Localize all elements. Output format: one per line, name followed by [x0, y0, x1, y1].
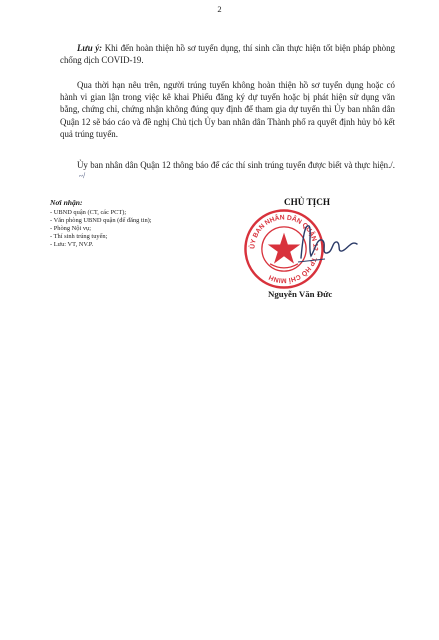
initial-mark-icon: ~/ — [77, 170, 87, 182]
seal-text: ỦY BAN NHÂN DÂN QUẬN 12 - TP HỒ CHÍ MINH — [249, 214, 319, 284]
note-label: Lưu ý: — [77, 43, 103, 53]
signer-name: Nguyễn Văn Đức — [268, 289, 333, 299]
recipients-list — [50, 209, 250, 249]
recipients-title: Nơi nhận: — [50, 198, 83, 207]
notification-text: Ủy ban nhân dân Quận 12 thông báo để các thí sinh trúng tuyển được biết và thực hiện./. — [77, 160, 395, 170]
recipient-item: - Thí sinh trúng tuyển; — [50, 233, 108, 241]
hiring-conditions-paragraph: Qua thời hạn nêu trên, người trúng tuyển không hoàn thiện hồ sơ tuyển dụng hoặc có hành vi gian lận trong việc kê khai Phiếu đăng ký dự tuyển hoặc bị phát hiện sử dụng văn bằng, chứng chỉ, chứng nhận không đúng quy định để tham gia dự tuyển thì Ủy ban nhân dân Quận 12 sẽ báo cáo và đề nghị Chủ tịch Ủy ban nhân dân Thành phố ra quyết định hủy bỏ kết quả trúng tuyển. — [60, 80, 395, 139]
recipient-item: - Lưu: VT, NV.P. — [50, 241, 94, 249]
recipients-block — [50, 199, 250, 250]
page-number: 2 — [217, 4, 222, 14]
signer-title: CHỦ TỊCH — [284, 197, 331, 207]
notification-paragraph — [60, 159, 395, 184]
recipient-item: - UBND quận (CT, các PCT); — [50, 209, 127, 217]
note-paragraph — [60, 42, 395, 66]
note-text: Khi đến hoàn thiện hồ sơ tuyển dụng, thí sinh cần thực hiện tốt biện pháp phòng chống dịch COVID-19. — [60, 43, 395, 66]
handwritten-signature-icon — [295, 218, 365, 268]
recipient-item: - Phòng Nội vụ; — [50, 225, 92, 233]
recipient-item: - Văn phòng UBND quận (để đăng tin); — [50, 217, 152, 225]
